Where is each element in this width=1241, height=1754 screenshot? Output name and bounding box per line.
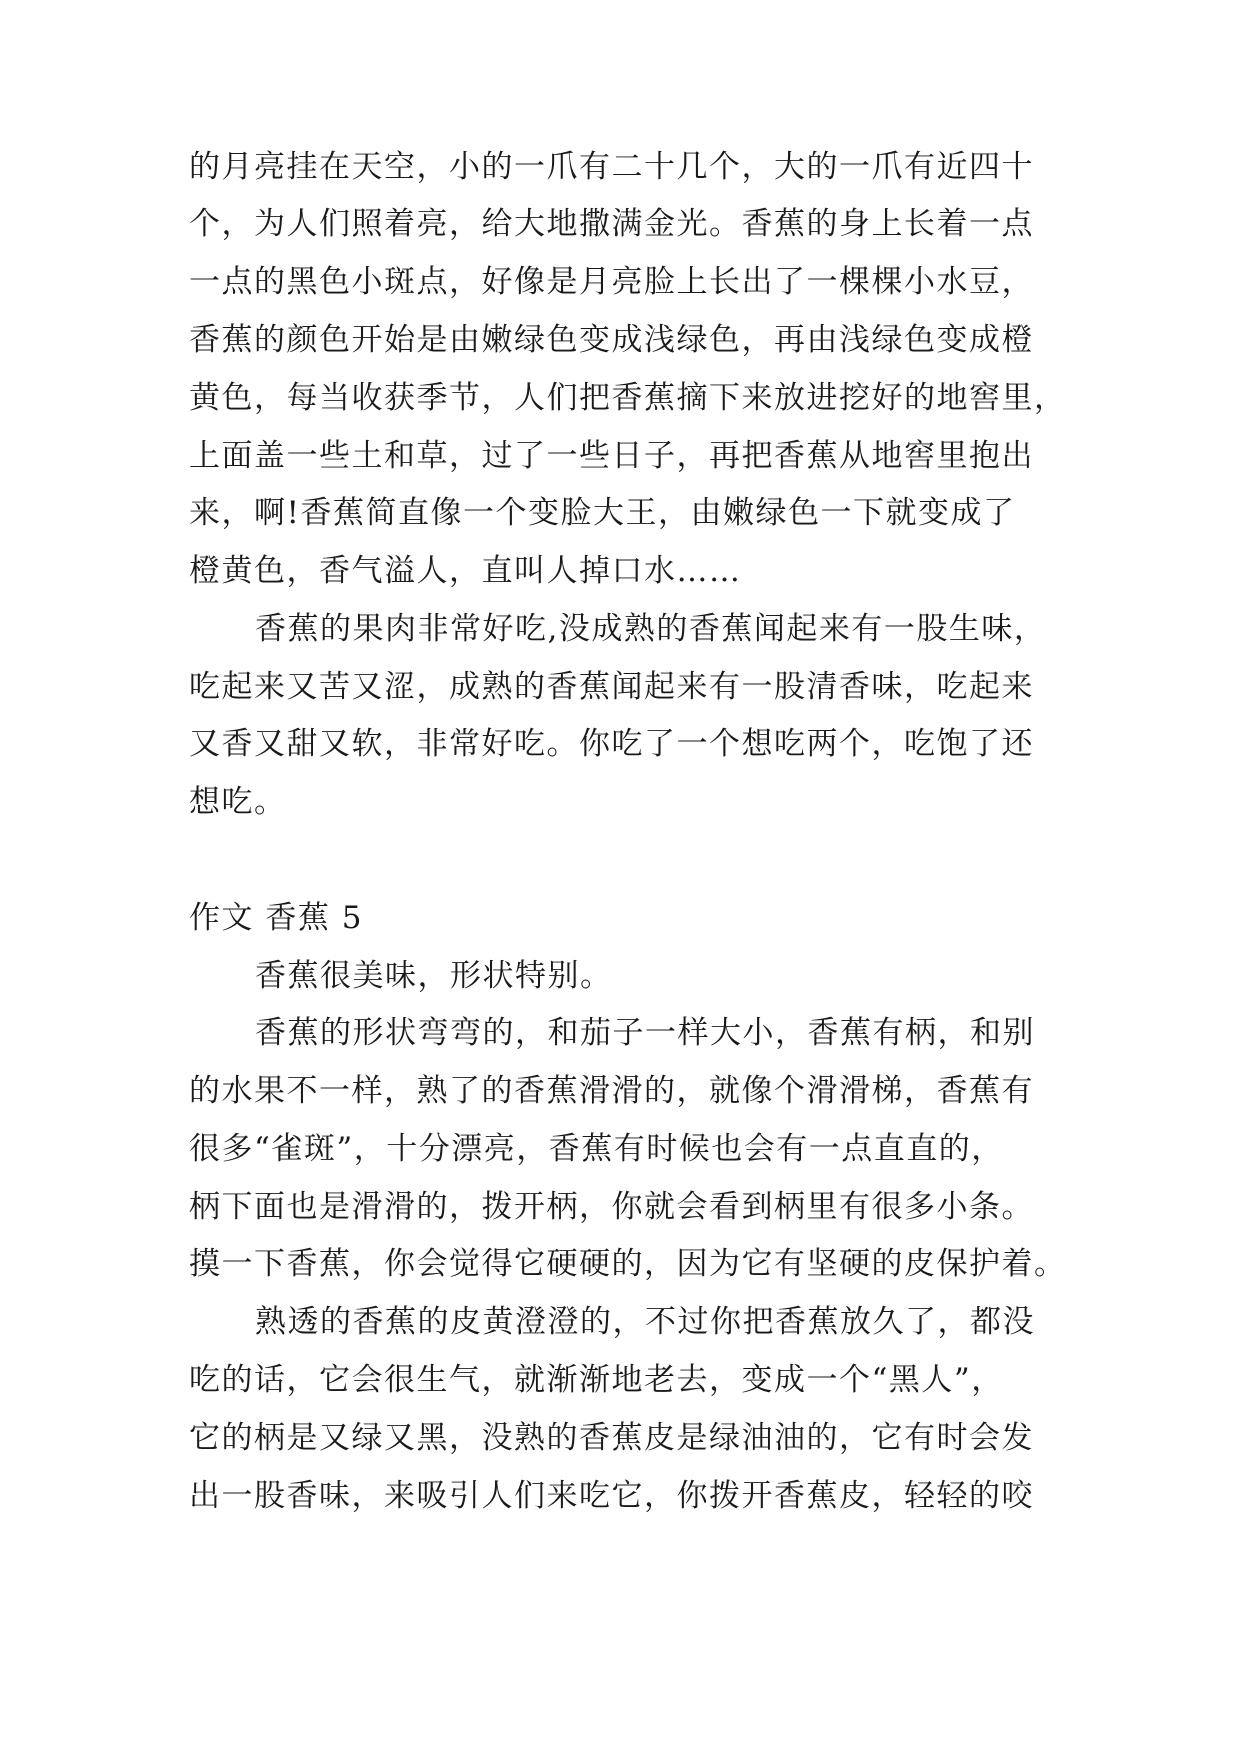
paragraph-first-line: 香蕉的果肉非常好吃,没成熟的香蕉闻起来有一股生味， [255,611,1047,647]
text-line: 黄色，每当收获季节，人们把香蕉摘下来放进挖好的地窖里， [189,380,1067,416]
text-line: 摸一下香蕉，你会觉得它硬硬的，因为它有坚硬的皮保护着。 [189,1246,1067,1282]
text-line: 柄下面也是滑滑的，拨开柄，你就会看到柄里有很多小条。 [189,1189,1034,1225]
text-line: 很多“雀斑”，十分漂亮，香蕉有时候也会有一点直直的， [189,1131,1004,1167]
text-line: 想吃。 [189,784,287,820]
paragraph-first-line: 熟透的香蕉的皮黄澄澄的，不过你把香蕉放久了，都没 [255,1304,1035,1340]
text-line: 橙黄色，香气溢人，直叫人掉口水…… [189,553,742,589]
text-line: 出一股香味，来吸引人们来吃它，你拨开香蕉皮，轻轻的咬 [189,1478,1034,1514]
text-line: 个，为人们照着亮，给大地撒满金光。香蕉的身上长着一点 [189,206,1034,242]
text-line: 上面盖一些土和草，过了一些日子，再把香蕉从地窖里抱出 [189,438,1034,474]
text-line: 香蕉的颜色开始是由嫩绿色变成浅绿色，再由浅绿色变成橙 [189,322,1034,358]
text-line: 吃起来又苦又涩，成熟的香蕉闻起来有一股清香味，吃起来 [189,669,1034,705]
paragraph-first-line: 香蕉的形状弯弯的，和茄子一样大小，香蕉有柄，和别 [255,1015,1035,1051]
text-line: 来，啊!香蕉简直像一个变脸大王，由嫩绿色一下就变成了 [189,495,1016,531]
text-line: 又香又甜又软，非常好吃。你吃了一个想吃两个，吃饱了还 [189,726,1034,762]
text-line: 它的柄是又绿又黑，没熟的香蕉皮是绿油油的，它有时会发 [189,1420,1034,1456]
text-line: 的水果不一样，熟了的香蕉滑滑的，就像个滑滑梯，香蕉有 [189,1073,1034,1109]
text-line: 一点的黑色小斑点，好像是月亮脸上长出了一棵棵小水豆， [189,264,1034,300]
text-line: 的月亮挂在天空，小的一爪有二十几个，大的一爪有近四十 [189,149,1034,185]
text-line: 吃的话，它会很生气，就渐渐地老去，变成一个“黑人”， [189,1362,1004,1398]
paragraph-first-line: 香蕉很美味，形状特别。 [255,958,613,994]
section-heading: 作文 香蕉 5 [189,900,363,936]
